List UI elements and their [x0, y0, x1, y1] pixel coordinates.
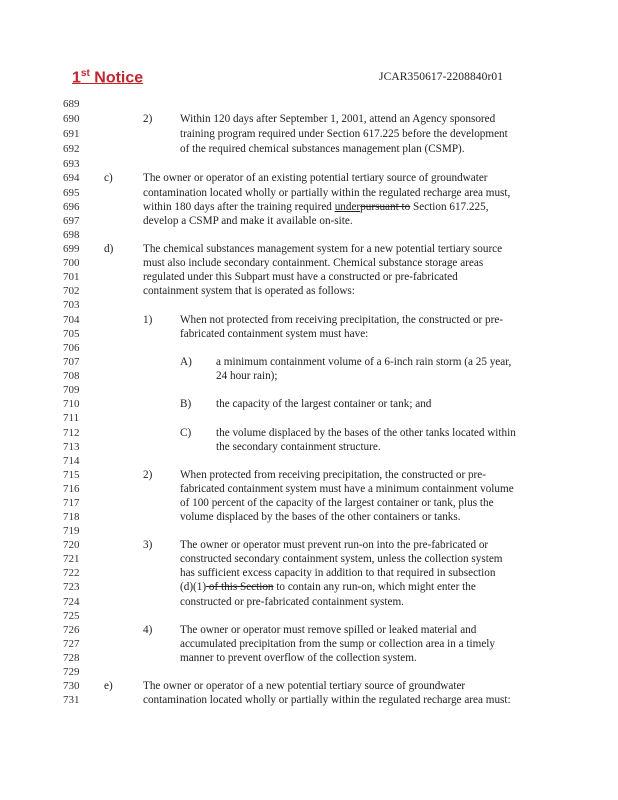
line-number: 729 [63, 666, 80, 678]
notice-word: Notice [89, 69, 144, 87]
text-run: to contain any run-on, which might enter the [273, 581, 476, 593]
notice-superscript: st [80, 68, 90, 79]
text-line: The owner or operator of an existing potential tertiary source of groundwater [143, 172, 488, 184]
text-line: training program required under Section 617.225 before the development [180, 128, 508, 140]
text-run: within 180 days after the training required [143, 201, 335, 213]
line-number: 725 [63, 610, 80, 622]
text-run: (d)(1) [180, 581, 207, 593]
text-line: the secondary containment structure. [216, 441, 381, 453]
line-number: 727 [63, 638, 80, 650]
line-number: 717 [63, 497, 80, 509]
line-number: 715 [63, 469, 80, 481]
line-number: 709 [63, 384, 80, 396]
line-number: 704 [63, 314, 80, 326]
line-number: 699 [63, 243, 80, 255]
list-label: e) [104, 680, 113, 692]
list-label: A) [180, 356, 192, 368]
list-label: 1) [143, 314, 153, 326]
line-number: 711 [63, 412, 80, 424]
line-number: 721 [63, 553, 80, 565]
text-line: contamination located wholly or partially within the regulated recharge area must: [143, 694, 511, 706]
line-number: 716 [63, 483, 80, 495]
document-id: JCAR350617-2208840r01 [379, 71, 504, 83]
line-number: 712 [63, 427, 80, 439]
inserted-text: under [334, 201, 361, 213]
text-line: When not protected from receiving precipitation, the constructed or pre- [180, 314, 504, 326]
list-label: B) [180, 398, 192, 410]
line-number: 708 [63, 370, 80, 382]
list-label: 4) [143, 624, 153, 636]
list-label: d) [104, 243, 114, 255]
text-line: constructed secondary containment system, unless the collection system [180, 553, 503, 565]
text-line: The owner or operator must remove spilled or leaked material and [180, 624, 477, 636]
line-number: 697 [63, 215, 80, 227]
text-line [143, 201, 489, 213]
text-line: 24 hour rain); [216, 370, 278, 382]
line-number: 690 [63, 113, 80, 125]
line-number: 719 [63, 525, 80, 537]
line-number: 710 [63, 398, 80, 410]
line-number: 691 [63, 128, 80, 140]
line-number: 695 [63, 187, 80, 199]
line-number: 713 [63, 441, 80, 453]
text-line: containment system that is operated as follows: [143, 285, 355, 297]
list-label: 3) [143, 539, 153, 551]
text-line: the capacity of the largest container or tank; and [216, 398, 432, 410]
text-line: constructed or pre-fabricated containment system. [180, 596, 404, 608]
text-line: of the required chemical substances management plan (CSMP). [180, 143, 465, 155]
deleted-text: pursuant to [360, 201, 411, 213]
line-number: 705 [63, 328, 80, 340]
notice-number: 1 [72, 69, 81, 87]
text-line: The owner or operator must prevent run-on into the pre-fabricated or [180, 539, 489, 551]
line-number: 718 [63, 511, 80, 523]
text-line: must also include secondary containment. Chemical substance storage areas [143, 257, 484, 269]
text-run: Section 617.225, [410, 201, 489, 213]
list-label: C) [180, 427, 192, 439]
line-number: 700 [63, 257, 80, 269]
line-number: 701 [63, 271, 80, 283]
text-line: a minimum containment volume of a 6-inch rain storm (a 25 year, [216, 356, 512, 368]
text-line [180, 581, 476, 593]
line-number: 703 [63, 299, 80, 311]
text-line: The owner or operator of a new potential tertiary source of groundwater [143, 680, 466, 692]
text-line: regulated under this Subpart must have a constructed or pre-fabricated [143, 271, 458, 283]
line-number: 707 [63, 356, 80, 368]
list-label: c) [104, 172, 113, 184]
text-line: has sufficient excess capacity in addition to that required in subsection [180, 567, 496, 579]
line-number: 693 [63, 158, 80, 170]
line-number: 724 [63, 596, 80, 608]
text-line: develop a CSMP and make it available on-site. [143, 215, 353, 227]
line-number: 720 [63, 539, 80, 551]
line-number: 722 [63, 567, 80, 579]
line-number: 723 [63, 581, 80, 593]
text-line: volume displaced by the bases of the other containers or tanks. [180, 511, 461, 523]
text-line: the volume displaced by the bases of the other tanks located within [216, 427, 516, 439]
line-number: 730 [63, 680, 80, 692]
text-line: The chemical substances management system for a new potential tertiary source [143, 243, 503, 255]
text-line: contamination located wholly or partially within the regulated recharge area must, [143, 187, 511, 199]
line-number: 728 [63, 652, 80, 664]
text-line: Within 120 days after September 1, 2001, attend an Agency sponsored [180, 113, 496, 125]
line-number: 702 [63, 285, 80, 297]
line-number: 698 [63, 229, 80, 241]
line-number: 706 [63, 342, 80, 354]
text-line: manner to prevent overflow of the collection system. [180, 652, 417, 664]
text-line: of 100 percent of the capacity of the largest container or tank, plus the [180, 497, 494, 509]
line-number: 692 [63, 143, 80, 155]
line-number: 731 [63, 694, 80, 706]
deleted-text: of this Section [206, 581, 274, 593]
list-label: 2) [143, 113, 153, 125]
line-number: 694 [63, 172, 80, 184]
text-line: fabricated containment system must have a minimum containment volume [180, 483, 514, 495]
notice-heading [72, 68, 143, 87]
text-line: accumulated precipitation from the sump or collection area in a timely [180, 638, 495, 650]
line-number: 689 [63, 98, 80, 110]
line-number: 714 [63, 455, 80, 467]
list-label: 2) [143, 469, 153, 481]
line-number: 726 [63, 624, 80, 636]
line-number: 696 [63, 201, 80, 213]
text-line: When protected from receiving precipitation, the constructed or pre- [180, 469, 486, 481]
text-line: fabricated containment system must have: [180, 328, 369, 340]
